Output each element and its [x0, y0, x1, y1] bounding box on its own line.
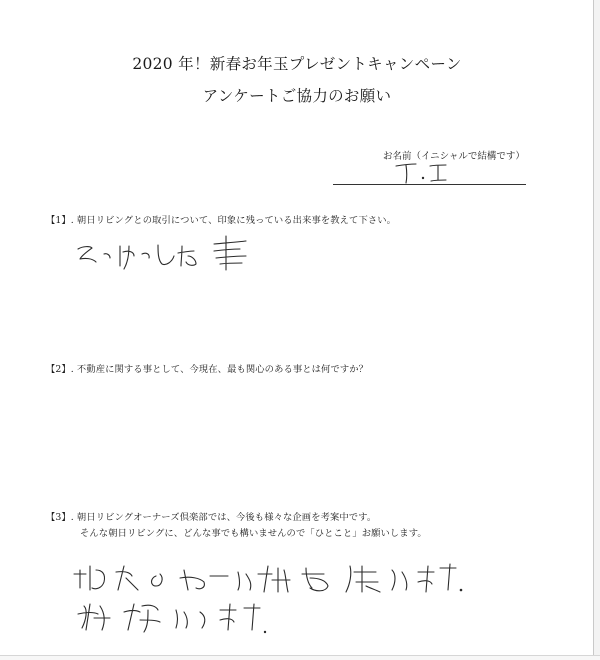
document-subtitle: アンケートご協力のお願い	[202, 87, 392, 105]
scan-page-edge-right	[593, 0, 600, 660]
name-field-underline	[333, 184, 526, 185]
question-3-text-line1: 【3】. 朝日リビングオーナーズ倶楽部では、今後も様々な企画を考案中です。	[46, 512, 377, 523]
question-2-text: 【2】. 不動産に関する事として、今現在、最も関心のある事とは何ですか？	[46, 364, 369, 375]
scan-page-edge-bottom	[0, 655, 600, 660]
document-title: 2020 年！新春お年玉プレゼントキャンペーン	[132, 55, 462, 73]
name-field-label: お名前（イニシャルで結構です）	[383, 151, 525, 162]
handwritten-answer-1	[78, 236, 246, 270]
handwritten-answer-3-line1	[74, 564, 462, 592]
question-3-text-line2: そんな朝日リビングに、どんな事でも構いませんので「ひとこと」お願いします。	[80, 528, 427, 539]
question-1-text: 【1】. 朝日リビングとの取引について、印象に残っている出来事を教えて下さい。	[46, 215, 397, 226]
handwritten-name	[396, 164, 446, 183]
handwritten-answer-3-line2	[78, 604, 266, 633]
